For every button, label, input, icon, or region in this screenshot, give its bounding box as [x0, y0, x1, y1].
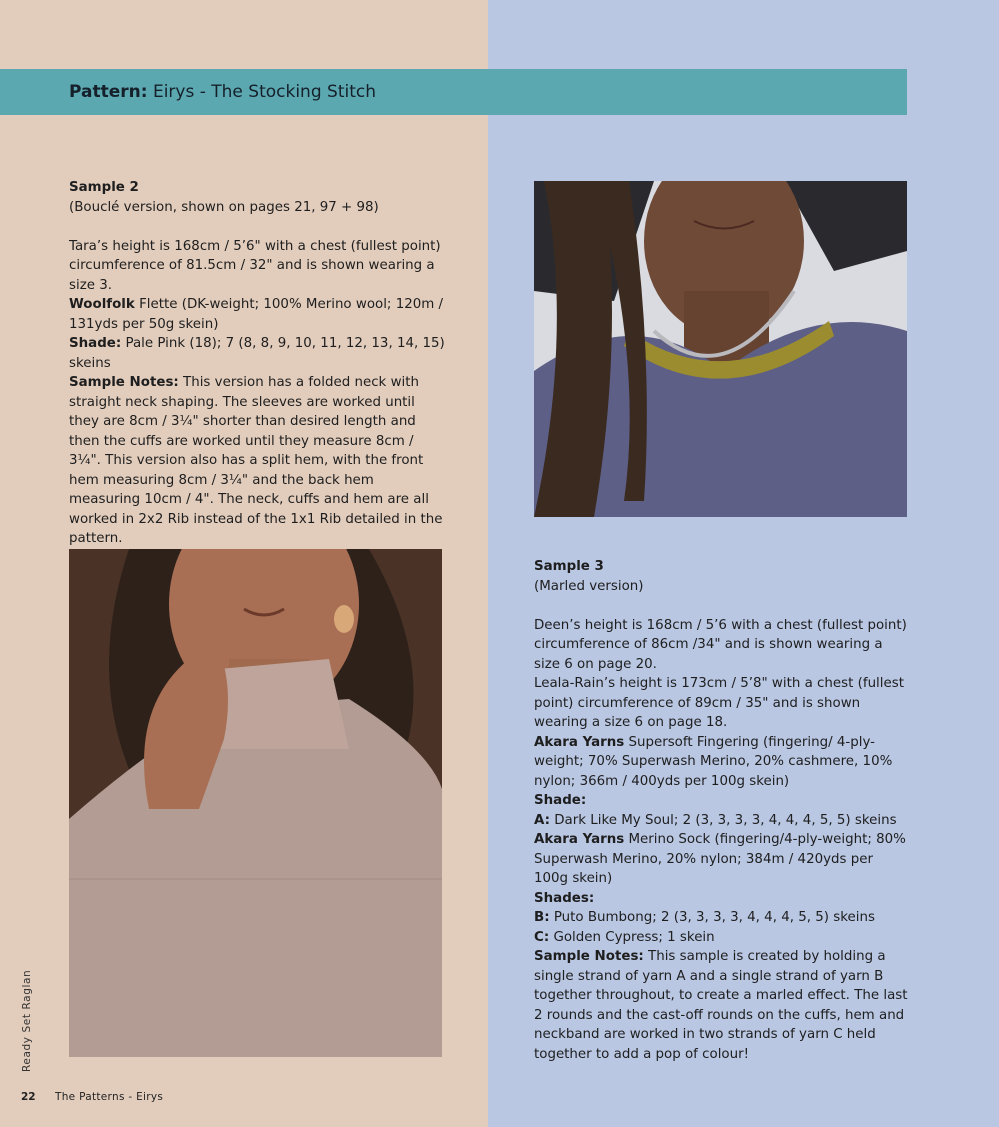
sample-3-notes	[534, 947, 909, 1064]
shade-c-text: Golden Cypress; 1 skein	[549, 929, 715, 945]
pattern-name: Eirys - The Stocking Stitch	[152, 82, 376, 102]
sample-2-heading: Sample 2	[69, 180, 139, 195]
pattern-title	[69, 82, 376, 102]
sample-2-shade-text: Pale Pink (18); 7 (8, 8, 9, 10, 11, 12, 13, 14, 15) skeins	[69, 336, 445, 371]
sample-2-photo	[69, 549, 442, 1057]
sample-3-shades-heading: Shades:	[534, 890, 595, 906]
sample-3-yarn-1-brand: Akara Yarns	[534, 734, 625, 750]
book-title: Ready Set Raglan	[21, 969, 33, 1072]
shade-b-text: Puto Bumbong; 2 (3, 3, 3, 3, 4, 4, 4, 5, 5) skeins	[549, 910, 875, 925]
sample-3-shade-c	[534, 928, 909, 948]
sample-3-subheading: (Marled version)	[534, 578, 644, 594]
sample-2-shade-label: Shade:	[69, 336, 122, 351]
sample-2-yarn	[69, 295, 449, 334]
sample-2-notes	[69, 373, 449, 549]
sample-2-details	[69, 178, 449, 549]
sample-3-notes-label: Sample Notes:	[534, 949, 644, 964]
sample-3-model-1-info: Deen’s height is 168cm / 5’6 with a chest (fullest point) circumference of 86cm /34" and is shown wearing a size 6 on page 20.	[534, 617, 907, 672]
sample-2-notes-text: This version has a folded neck with straight neck shaping. The sleeves are worked until they are 8cm / 3¼" shorter than desired length and then the cuffs are worked until they measure 8cm / 3¼". This version also has a split hem, with the front hem measuring 8cm / 3¼" and the back hem measuring 10cm / 4". The neck, cuffs and hem are all worked in 2x2 Rib instead of the 1x1 Rib detailed in the pattern.	[69, 375, 443, 546]
sample-2-yarn-desc: Flette (DK-weight; 100% Merino wool; 120m / 131yds per 50g skein)	[69, 297, 444, 332]
footer-section: The Patterns - Eirys	[55, 1091, 164, 1103]
sample-3-shade-a	[534, 811, 909, 831]
sample-3-photo	[534, 181, 907, 517]
sample-2-model-info: Tara’s height is 168cm / 5’6" with a chest (fullest point) circumference of 81.5cm / 32" and is shown wearing a size 3.	[69, 238, 441, 293]
sample-3-yarn-1	[534, 733, 909, 792]
sample-3-yarn-2	[534, 830, 909, 889]
sample-3-yarn-1-desc: Supersoft Fingering (fingering/ 4-ply-weight; 70% Superwash Merino, 20% cashmere, 10% nylon; 366m / 400yds per 100g skein)	[534, 734, 893, 789]
sample-3-yarn-2-desc: Merino Sock (fingering/4-ply-weight; 80% Superwash Merino, 20% nylon; 384m / 420yds per 100g skein)	[534, 832, 906, 886]
pattern-banner	[0, 69, 907, 115]
sample-2-shade	[69, 334, 449, 373]
sample-3-notes-text: This sample is created by holding a single strand of yarn A and a single strand of yarn B together throughout, to create a marled effect. The last 2 rounds and the cast-off rounds on the cuffs, hem and neckband are worked in two strands of yarn C held together to add a pop of colour!	[534, 949, 908, 1062]
page-number: 22	[21, 1091, 36, 1103]
sample-2-notes-label: Sample Notes:	[69, 375, 179, 390]
sample-3-heading: Sample 3	[534, 559, 604, 574]
pattern-label: Pattern:	[69, 82, 148, 102]
sample-3-shade-b	[534, 908, 909, 928]
shade-b-label: B:	[534, 910, 550, 925]
sample-2-subheading: (Bouclé version, shown on pages 21, 97 + 98)	[69, 199, 379, 215]
shade-a-label: A:	[534, 812, 550, 828]
sample-3-model-2-info: Leala-Rain’s height is 173cm / 5’8" with a chest (fullest point) circumference of 89cm / 35" and is shown wearing a size 6 on page 18.	[534, 676, 904, 730]
shade-a-text: Dark Like My Soul; 2 (3, 3, 3, 3, 4, 4, 4, 5, 5) skeins	[549, 812, 897, 828]
sample-3-yarn-2-brand: Akara Yarns	[534, 832, 625, 847]
sample-3-details	[534, 557, 909, 1064]
shade-c-label: C:	[534, 929, 550, 945]
sample-2-yarn-brand: Woolfolk	[69, 297, 135, 312]
sample-3-shade-heading: Shade:	[534, 793, 587, 808]
